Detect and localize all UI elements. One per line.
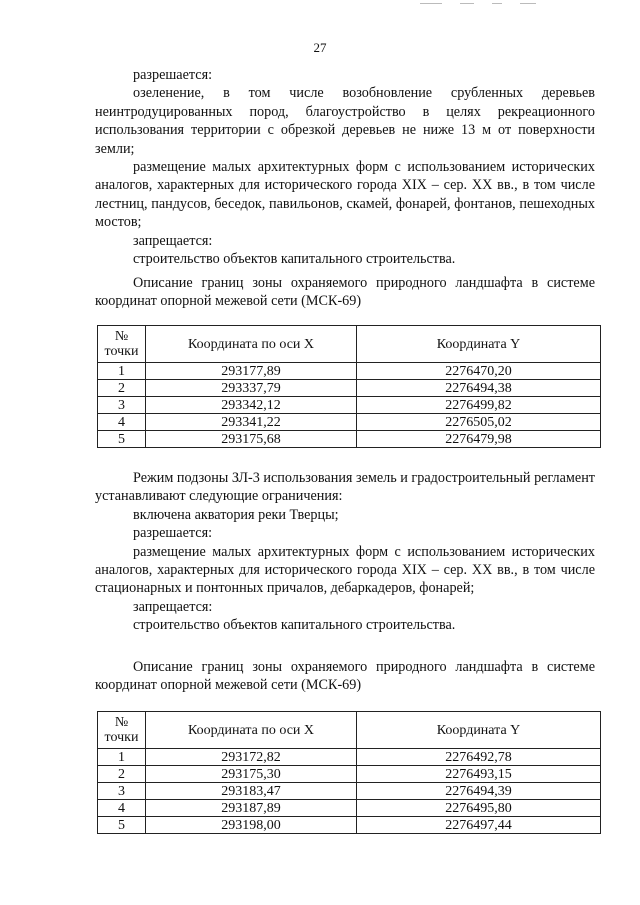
x-coordinate: 293337,79: [146, 380, 357, 397]
y-coordinate: 2276492,78: [357, 749, 601, 766]
table-row: [98, 749, 601, 766]
y-coordinate: 2276494,39: [357, 783, 601, 800]
table-2-caption-block: [95, 658, 595, 695]
x-coordinate: 293341,22: [146, 414, 357, 431]
table-header-row: [98, 326, 601, 363]
column-header-point: № точки: [98, 326, 146, 363]
table-caption: Описание границ зоны охраняемого природного ландшафта в системе координат опорной межевой сети (МСК-69): [95, 659, 595, 694]
table-row: [98, 783, 601, 800]
column-header-point: № точки: [98, 712, 146, 749]
point-number: 1: [98, 363, 146, 380]
table-caption: Описание границ зоны охраняемого природного ландшафта в системе координат опорной межевой сети (МСК-69): [95, 275, 595, 310]
point-number: 4: [98, 414, 146, 431]
table-header-row: [98, 712, 601, 749]
column-header-x: Координата по оси X: [146, 326, 357, 363]
allowed-label: разрешается:: [133, 67, 213, 83]
y-coordinate: 2276495,80: [357, 800, 601, 817]
y-coordinate: 2276499,82: [357, 397, 601, 414]
point-number: 4: [98, 800, 146, 817]
x-coordinate: 293187,89: [146, 800, 357, 817]
x-coordinate: 293172,82: [146, 749, 357, 766]
point-number: 5: [98, 817, 146, 834]
y-coordinate: 2276479,98: [357, 431, 601, 448]
allowed-item: озеленение, в том числе возобновление срубленных деревьев неинтродуцированных пород, благоустройство в целях рекреационного использования территории с обрезкой деревьев не ниже 13 м от поверхности земли;: [95, 85, 595, 157]
column-header-y: Координата Y: [357, 326, 601, 363]
allowed-item: размещение малых архитектурных форм с использованием исторических аналогов, характерных для исторического города XIX – сер. XX вв., в том числе стационарных и понтонных причалов, дебаркадеров, фонарей;: [95, 543, 595, 597]
y-coordinate: 2276470,20: [357, 363, 601, 380]
page-number: 27: [313, 40, 327, 55]
table-row: [98, 431, 601, 448]
x-coordinate: 293342,12: [146, 397, 357, 414]
table-row: [98, 363, 601, 380]
forbidden-label: запрещается:: [133, 232, 213, 249]
table-row: [98, 380, 601, 397]
x-coordinate: 293177,89: [146, 363, 357, 380]
point-number: 5: [98, 431, 146, 448]
y-coordinate: 2276497,44: [357, 817, 601, 834]
forbidden-item: строительство объектов капитального строительства.: [133, 251, 456, 268]
table-1-caption-block: [95, 274, 595, 311]
y-coordinate: 2276493,15: [357, 766, 601, 783]
column-header-x: Координата по оси X: [146, 712, 357, 749]
included-item: включена акватория реки Тверцы;: [133, 506, 339, 523]
x-coordinate: 293175,68: [146, 431, 357, 448]
table-row: [98, 817, 601, 834]
y-coordinate: 2276494,38: [357, 380, 601, 397]
point-number: 2: [98, 766, 146, 783]
section-intro: Режим подзоны ЗЛ-3 использования земель и градостроительный регламент устанавливают следующие ограничения:: [95, 470, 595, 505]
x-coordinate: 293198,00: [146, 817, 357, 834]
table-row: [98, 397, 601, 414]
scan-artifact: [420, 3, 600, 5]
column-header-y: Координата Y: [357, 712, 601, 749]
coordinates-table-2: [97, 711, 601, 834]
point-number: 3: [98, 783, 146, 800]
allowed-label: разрешается:: [133, 525, 213, 542]
section-2: [95, 469, 595, 635]
section-1: [95, 66, 595, 268]
coordinates-table-1: [97, 325, 601, 448]
table-row: [98, 414, 601, 431]
x-coordinate: 293175,30: [146, 766, 357, 783]
forbidden-label: запрещается:: [133, 598, 213, 615]
allowed-item: размещение малых архитектурных форм с использованием исторических аналогов, характерных для исторического города XIX – сер. XX вв., в том числе лестниц, пандусов, беседок, павильонов, скамей, фонарей, фонтанов, пешеходных мостов;: [95, 159, 595, 231]
y-coordinate: 2276505,02: [357, 414, 601, 431]
x-coordinate: 293183,47: [146, 783, 357, 800]
table-row: [98, 800, 601, 817]
point-number: 3: [98, 397, 146, 414]
forbidden-item: строительство объектов капитального строительства.: [133, 617, 456, 634]
table-row: [98, 766, 601, 783]
point-number: 2: [98, 380, 146, 397]
point-number: 1: [98, 749, 146, 766]
